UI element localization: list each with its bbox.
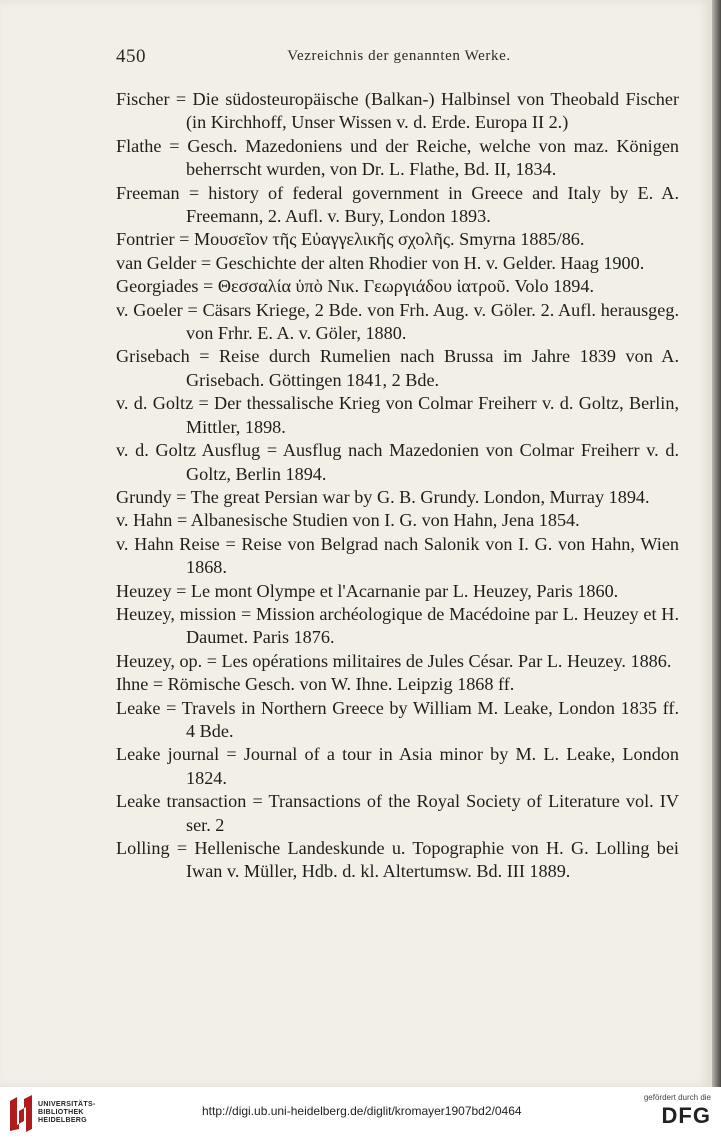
bibliography-entry: Fontrier = Μουσεῖον τῆς Εὐαγγελικῆς σχολῆς. Smyrna 1885/86. bbox=[116, 229, 585, 250]
bibliography-entry: Leake journal = Journal of a tour in Asia minor by M. L. Leake, London 1824. bbox=[116, 744, 679, 788]
bibliography-entry: Georgiades = Θεσσαλία ὑπὸ Νικ. Γεωργιάδου ἰατροῦ. Volo 1894. bbox=[116, 276, 595, 297]
bibliography-entry: Lolling = Hellenische Landeskunde u. Topographie von H. G. Lolling bei Iwan v. Müller, Hdb. d. kl. Altertumsw. Bd. III 1889. bbox=[116, 838, 679, 882]
bibliography-entry: Leake = Travels in Northern Greece by William M. Leake, London 1835 ff. 4 Bde. bbox=[116, 697, 679, 741]
bibliography-entry: v. Hahn = Albanesische Studien von I. G. von Hahn, Jena 1854. bbox=[116, 510, 580, 531]
bibliography-entry: Heuzey, op. = Les opérations militaires de Jules César. Par L. Heuzey. 1886. bbox=[116, 650, 672, 671]
bibliography-entry: Grundy = The great Persian war by G. B. Grundy. London, Murray 1894. bbox=[116, 486, 650, 507]
dfg-logo-text: DFG bbox=[661, 1103, 711, 1128]
source-url-link[interactable]: http://digi.ub.uni-heidelberg.de/diglit/kromayer1907bd2/0464 bbox=[202, 1104, 522, 1118]
heidelberg-library-logo-icon bbox=[8, 1095, 34, 1133]
bibliography-entry: v. d. Goltz = Der thessalische Krieg von Colmar Freiherr v. d. Goltz, Berlin, Mittler, 1898. bbox=[116, 393, 679, 437]
library-name: UNIVERSITÄTS- BIBLIOTHEK HEIDELBERG bbox=[38, 1101, 96, 1124]
running-title: Vezreichnis der genannten Werke. bbox=[287, 48, 511, 64]
book-spine-shadow bbox=[712, 0, 721, 1087]
bibliography-list bbox=[116, 88, 679, 884]
bibliography-entry: Fischer = Die südosteuropäische (Balkan-) Halbinsel von Theobald Fischer (in Kirchhoff, Unser Wissen v. d. Erde. Europa II 2.) bbox=[116, 89, 679, 133]
bibliography-entry: v. Goeler = Cäsars Kriege, 2 Bde. von Frh. Aug. v. Göler. 2. Aufl. herausgeg. von Frhr. E. A. v. Göler, 1880. bbox=[116, 299, 679, 344]
bibliography-entry: Heuzey = Le mont Olympe et l'Acarnanie par L. Heuzey, Paris 1860. bbox=[116, 580, 619, 601]
bibliography-entry: van Gelder = Geschichte der alten Rhodier von H. v. Gelder. Haag 1900. bbox=[116, 252, 645, 273]
bibliography-entry: Leake transaction = Transactions of the Royal Society of Literature vol. IV ser. 2 bbox=[116, 791, 679, 835]
funding-notice bbox=[644, 1093, 711, 1129]
funded-by-label: gefördert durch die bbox=[643, 1093, 711, 1102]
bibliography-entry: Flathe = Gesch. Mazedoniens und der Reiche, welche von maz. Königen beherrscht wurden, von Dr. L. Flathe, Bd. II, 1834. bbox=[116, 135, 679, 180]
bibliography-entry: Heuzey, mission = Mission archéologique de Macédoine par L. Heuzey et H. Daumet. Paris 1876. bbox=[116, 603, 679, 648]
page-number: 450 bbox=[116, 46, 146, 67]
bibliography-entry: Ihne = Römische Gesch. von W. Ihne. Leipzig 1868 ff. bbox=[116, 674, 515, 695]
bibliography-entry: v. Hahn Reise = Reise von Belgrad nach Salonik von I. G. von Hahn, Wien 1868. bbox=[116, 533, 679, 578]
page-header bbox=[116, 46, 682, 70]
bibliography-entry: Grisebach = Reise durch Rumelien nach Brussa im Jahre 1839 von A. Grisebach. Göttingen 1841, 2 Bde. bbox=[116, 346, 679, 390]
digitization-footer bbox=[0, 1087, 721, 1141]
bibliography-entry: Freeman = history of federal government in Greece and Italy by E. A. Freemann, 2. Aufl. v. Bury, London 1893. bbox=[116, 182, 679, 227]
bibliography-entry: v. d. Goltz Ausflug = Ausflug nach Mazedonien von Colmar Freiherr v. d. Goltz, Berlin 1894. bbox=[116, 440, 679, 484]
